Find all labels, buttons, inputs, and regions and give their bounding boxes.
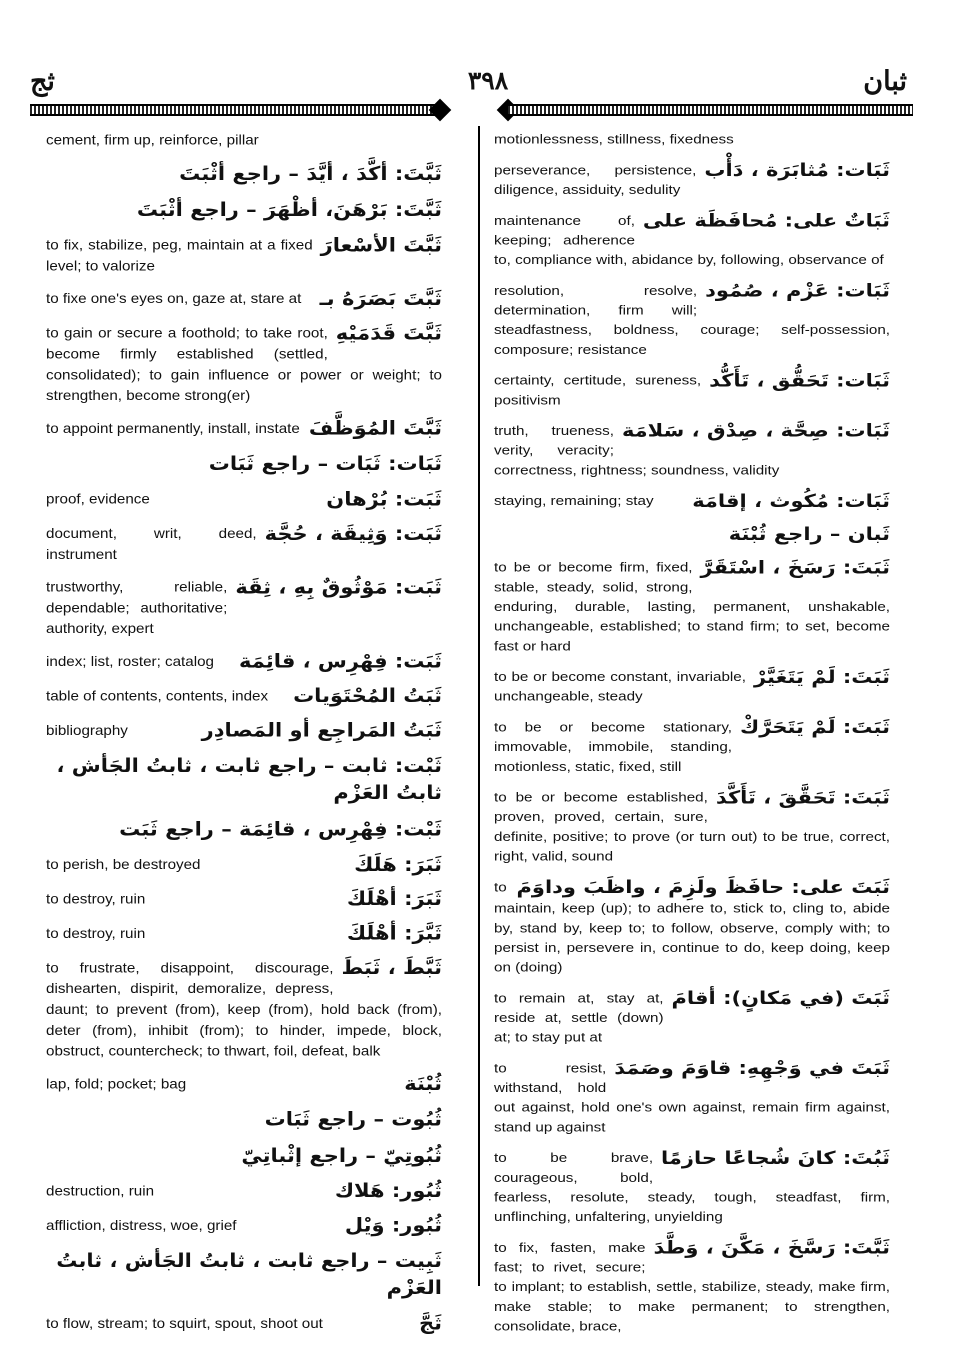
- header-guide-word-left: ثج: [30, 66, 55, 97]
- english-definition: to flow, stream; to squirt, spout, shoot out: [46, 1315, 323, 1332]
- dictionary-entry: [494, 521, 890, 547]
- header-guide-word-right: ثبان: [863, 66, 907, 97]
- arabic-headword: ثَبَت: بُرْهان: [326, 488, 442, 510]
- english-definition: to be or become constant, invariable, unchangeable, steady: [494, 669, 746, 705]
- dictionary-entry: [494, 368, 890, 410]
- arabic-headword: ثَبَرَ: أهْلَكَ: [346, 888, 442, 910]
- english-definition: staying, remaining; stay: [494, 493, 654, 509]
- dictionary-entry: [494, 279, 890, 360]
- arabic-headword: ثَبَتُ المَراجِع أو المَصادِر: [201, 719, 442, 742]
- english-definition: index; list, roster; catalog: [46, 654, 214, 670]
- english-definition: to maintain, keep (up); to adhere to, stick to, cling to, abide by, stand by, keep to; to follow, observe, comply with; to persist in, persevere in, continue to do, keep doing, keep on (doing): [494, 880, 890, 976]
- arabic-headword: ثَبَّرَ: أهْلَكَ: [346, 922, 442, 945]
- dictionary-entry: [46, 416, 442, 441]
- english-definition: cement, firm up, reinforce, pillar: [46, 132, 259, 149]
- arabic-headword: ثَبَتَ: تَحَقَّقَ ، تَأَكَّدَ: [715, 787, 890, 808]
- dictionary-entry: [46, 683, 442, 708]
- arabic-headword: ثَبَّتَ المُوَظَّفَ: [308, 417, 442, 440]
- arabic-cross-reference: ثَبِيت – راجع ثابت ، ثابتُ الجَأش ، ثابتُ العَزْم: [56, 1249, 442, 1299]
- page-number: ٣٩٨: [467, 66, 509, 95]
- arabic-headword: ثَبَات: عَزْم ، صُمُود: [705, 280, 890, 301]
- left-column: [46, 130, 442, 1345]
- english-definition: trustworthy, reliable, dependable; authoritative; authority, expert: [46, 579, 228, 637]
- english-definition: truth, trueness, verity, veracity; correctness, rightness; soundness, validity: [494, 423, 780, 478]
- arabic-headword: ثَبَّتَ بَصَرَهُ بـ: [319, 287, 442, 310]
- arabic-headword: ثَبَتَ على: حافَظَ ولَزِمَ ، واظَبَ وداوَمَ: [516, 876, 890, 898]
- arabic-headword: ثَجَّ: [418, 1312, 442, 1335]
- arabic-headword: ثَبَت: وَثِيقَة ، حُجَّة: [264, 522, 442, 545]
- dictionary-entry: [46, 486, 442, 511]
- arabic-cross-reference: ثُبُوتِيّ – راجع إثْباتِيّ: [241, 1144, 442, 1167]
- dictionary-entry: [46, 815, 442, 842]
- dictionary-entry: [494, 209, 890, 271]
- english-definition: certainty, certitude, sureness, positivism: [494, 373, 702, 408]
- dictionary-entry: [46, 286, 442, 311]
- dictionary-entry: [46, 450, 442, 477]
- english-definition: lap, fold; pocket; bag: [46, 1076, 187, 1093]
- dictionary-entry: [46, 1106, 442, 1133]
- dictionary-entry: [46, 1142, 442, 1169]
- english-definition: to fix, fasten, make fast; to rivet, secure; to implant; to establish, settle, stabilize, steady, make firm, make stable; to make permanent; to strengthen, consolidate, brace,: [494, 1240, 890, 1334]
- arabic-headword: ثَبُتَ: كانَ شُجاعًا حازمًا: [661, 1147, 890, 1169]
- dictionary-entry: [494, 785, 890, 866]
- english-definition: to be brave, courageous, bold, fearless, resolute, steady, tough, steadfast, firm, unflinching, unfaltering, unyielding: [494, 1151, 890, 1225]
- english-definition: to be or become stationary, immovable, immobile, standing, motionless, static, fixed, still: [494, 720, 733, 775]
- arabic-headword: ثَبَتَ (في مَكانٍ): أقامَ: [671, 987, 890, 1009]
- dictionary-entry: [46, 1178, 442, 1203]
- dictionary-entry: [494, 715, 890, 777]
- english-definition: document, writ, deed, instrument: [46, 526, 257, 563]
- english-definition: to fix, stabilize, peg, maintain at a fixed level; to valorize: [46, 237, 313, 275]
- english-definition: to perish, be destroyed: [46, 857, 201, 873]
- english-definition: destruction, ruin: [46, 1183, 155, 1199]
- dictionary-entry: [46, 718, 442, 743]
- arabic-headword: ثَبَّتَ الأسْعارَ: [320, 234, 442, 257]
- english-definition: to be or become established, proven, proved, certain, sure, definite, positive; to prove (or turn out) to be true, correct, right, valid, sound: [494, 790, 890, 864]
- english-definition: to fixe one's eyes on, gaze at, stare at: [46, 291, 302, 307]
- arabic-headword: ثَبَتُ المُحْتَوَيات: [293, 684, 442, 707]
- header-rule-left: [30, 104, 438, 116]
- dictionary-entry: [494, 158, 890, 200]
- arabic-cross-reference: ثُبُوت – راجع ثَبَات: [264, 1108, 442, 1131]
- english-definition: to gain or secure a foothold; to take root, become firmly established (settled, consolidated); to gain influence or power or weight; to strengthen, become strong(er): [46, 325, 442, 404]
- dictionary-entry: [494, 1146, 890, 1227]
- dictionary-entry: [46, 320, 442, 406]
- dictionary-entry: [494, 489, 890, 513]
- arabic-headword: ثُبُور: هَلاك: [334, 1179, 442, 1202]
- arabic-headword: ثَبَّطَ ، ثَبَطَ: [341, 956, 442, 979]
- arabic-headword: ثَبَات: صِحَّة ، صِدْق ، سَلامَة: [621, 420, 890, 442]
- right-column: [494, 130, 890, 1345]
- dictionary-entry: [46, 1247, 442, 1301]
- english-definition: to destroy, ruin: [46, 891, 146, 908]
- english-definition: to appoint permanently, install, instate: [46, 421, 300, 437]
- dictionary-entry: [494, 130, 890, 150]
- english-definition: to resist, withstand, hold out against, hold one's own against, remain firm against, stand up against: [494, 1061, 890, 1135]
- english-definition: to remain at, stay at, reside at, settle (down) at; to stay put at: [494, 991, 664, 1046]
- dictionary-entry: [494, 419, 890, 481]
- diamond-ornament-left: [429, 99, 452, 122]
- arabic-cross-reference: ثَبْت: ثابت – راجع ثابت ، ثابتُ الجَأش ، ثابتُ العَزْم: [56, 754, 442, 804]
- dictionary-entry: [494, 1236, 890, 1337]
- arabic-headword: ثَبَتَ في وَجْهِهِ: قاوَمَ وصَمَدَ: [614, 1057, 890, 1079]
- dictionary-entry: [46, 574, 442, 639]
- arabic-headword: ثَبَتَ: رَسَخَ ، اسْتَقَرَّ: [700, 557, 890, 578]
- arabic-headword: ثَبَتَ: لَمْ يَتَحَرَّكْ: [740, 716, 890, 738]
- arabic-headword: ثَبَات: تَحَقُّق ، تَأَكُّد: [709, 370, 890, 391]
- english-definition: motionlessness, stillness, fixedness: [494, 132, 734, 148]
- english-definition: perseverance, persistence, diligence, assiduity, sedulity: [494, 163, 697, 198]
- arabic-headword: ثَبَاتٌ على: مُحافَظَة على: [642, 210, 890, 231]
- english-definition: affliction, distress, woe, grief: [46, 1218, 237, 1234]
- arabic-cross-reference: ثَبان – راجع ثُبْنَة: [728, 523, 890, 545]
- arabic-headword: ثَبَتَ: لَمْ يَتَغَيَّرْ: [753, 666, 890, 688]
- dictionary-entry: [46, 752, 442, 806]
- arabic-headword: ثُبُور: وَيْل: [344, 1214, 442, 1237]
- header-rule-right: [508, 104, 913, 116]
- dictionary-entry: [46, 1311, 442, 1336]
- arabic-headword: ثَبَّتَ: رَسَّخَ ، مَكَّنَ ، وَطَّدَ: [653, 1237, 890, 1258]
- english-definition: proof, evidence: [46, 491, 150, 508]
- dictionary-entry: [494, 875, 890, 978]
- dictionary-entry: [46, 160, 442, 187]
- english-definition: to be or become firm, fixed, stable, steady, solid, strong, enduring, durable, lasting, permanent, unshakable, unchangeable, established; to stand firm; to set, become fast or hard: [494, 560, 890, 654]
- dictionary-entry: [46, 521, 442, 565]
- arabic-cross-reference: ثَبَات: ثَبَات – راجع ثَبَات: [208, 452, 442, 475]
- english-definition: maintenance of, keeping; adherence to, compliance with, abidance by, following, observance of: [494, 213, 884, 268]
- english-definition: table of contents, contents, index: [46, 688, 269, 704]
- english-definition: to destroy, ruin: [46, 926, 146, 942]
- arabic-cross-reference: ثَبَّتَ: أكَّدَ ، أيَّدَ – راجع أثْبَتَ: [179, 162, 442, 185]
- arabic-headword: ثَبَرَ: هَلَكَ: [354, 853, 442, 876]
- english-definition: resolution, resolve, determination, firm will; steadfastness, boldness, courage; self-possession, composure; resistance: [494, 283, 890, 358]
- arabic-cross-reference: ثَبَّتَ: بَرْهَنَ، أظْهَرَ – راجع أثْبَتَ: [136, 198, 442, 221]
- dictionary-entry: [46, 130, 442, 151]
- english-definition: bibliography: [46, 722, 128, 739]
- dictionary-entry: [46, 886, 442, 911]
- arabic-cross-reference: ثَبْت: فِهْرِس ، قائِمَة – راجع ثَبَت: [119, 818, 442, 840]
- dictionary-entry: [46, 1071, 442, 1096]
- arabic-headword: ثَبَات: مُكُوث ، إقامَة: [692, 490, 890, 512]
- english-definition: to frustrate, disappoint, discourage, dishearten, dispirit, demoralize, depress, daunt; to prevent (from), keep (from), hold back (from), deter (from), inhibit (from); to hinder, impede, block, obstruct, countercheck; to thwart, foil, defeat, balk: [46, 960, 442, 1060]
- arabic-headword: ثَبَت: فِهْرِس ، قائِمَة: [239, 650, 442, 673]
- dictionary-entry: [46, 955, 442, 1062]
- dictionary-entry: [494, 986, 890, 1048]
- dictionary-entry: [494, 665, 890, 707]
- arabic-headword: ثَبَت: مَوْثُوقٌ بِهِ ، ثِقَة: [235, 576, 442, 598]
- dictionary-entry: [46, 232, 442, 276]
- arabic-headword: ثَبَّتَ قَدَمَيْهِ: [335, 322, 442, 344]
- arabic-headword: ثُبْنَة: [404, 1072, 442, 1095]
- dictionary-entry: [46, 649, 442, 674]
- dictionary-entry: [46, 921, 442, 946]
- dictionary-entry: [46, 852, 442, 877]
- arabic-headword: ثَبَات: مُثابَرَة ، دَأْب: [704, 159, 890, 181]
- dictionary-entry: [494, 1056, 890, 1137]
- dictionary-entry: [46, 1213, 442, 1238]
- dictionary-entry: [494, 555, 890, 656]
- column-divider: [478, 126, 480, 1286]
- dictionary-entry: [46, 196, 442, 223]
